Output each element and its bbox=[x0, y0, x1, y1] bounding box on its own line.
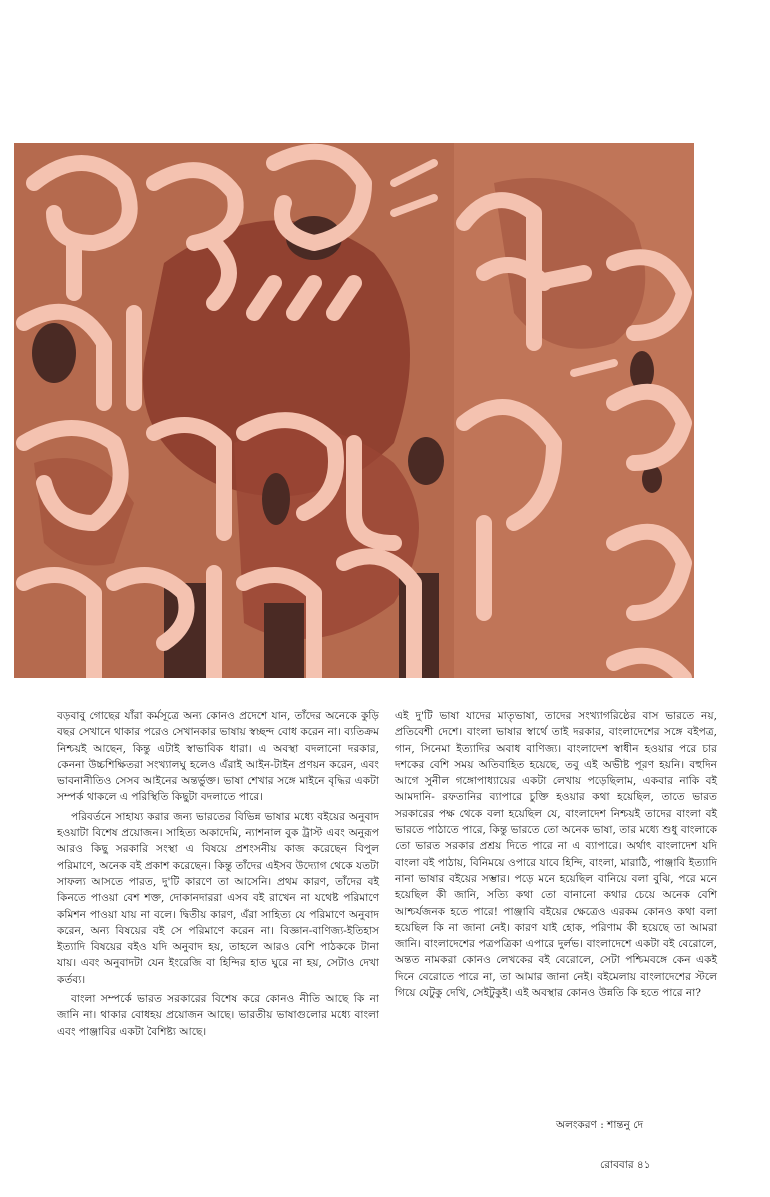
multilingual-script-artwork bbox=[14, 143, 694, 678]
cover-illustration bbox=[14, 143, 694, 678]
article-column-left bbox=[57, 708, 379, 1043]
article-column-right bbox=[395, 708, 717, 1004]
article-paragraph: এই দু'টি ভাষা যাদের মাতৃভাষা, তাদের সংখ্যাগরিষ্ঠের বাস ভারতে নয়, প্রতিবেশী দেশে। বাংলা ভাষার স্বার্থে তাই দরকার, বাংলাদেশের সঙ্গে বইপত্র, গান, সিনেমা ইত্যাদির অবাধ বাণিজ্য। বাংলাদেশ স্বাধীন হওয়ার পরে চার দশকের বেশি সময় অতিবাহিত হয়েছে, তবু এই অভীষ্ট পূরণ হয়নি। বহুদিন আগে সুনীল গঙ্গোপাধ্যায়ের একটা লেখায় পড়েছিলাম, একবার নাকি বই আমদানি- রফতানির ব্যাপারে চুক্তি হওয়ার কথা হয়েছিল, তাতে ভারত সরকারের পক্ষ থেকে বলা হয়েছিল যে, বাংলাদেশ নিশ্চয়ই তাদের বাংলা বই ভারতে পাঠাতে পারে, কিন্তু ভারতে তো অনেক ভাষা, তার মধ্যে শুধু বাংলাকে তো ভারত সরকার প্রশ্রয় দিতে পারে না এ ব্যাপারে। অর্থাৎ বাংলাদেশ যদি বাংলা বই পাঠায়, বিনিময়ে ওপারে যাবে হিন্দি, বাংলা, মারাঠি, পাঞ্জাবি ইত্যাদি নানা ভাষার বইয়ের সম্ভার। পড়ে মনে হয়েছিল বানিয়ে বলা বুঝি, পরে মনে হয়েছিল কী জানি, সত্যি কথা তো বানানো কথার চেয়ে অনেক বেশি আশ্চর্যজনক হতে পারে! পাঞ্জাবি বইয়ের ক্ষেত্রেও এরকম কোনও কথা বলা হয়েছিল কি না জানা নেই। কারণ যাই হোক, পরিণাম কী হয়েছে তা আমরা জানি। বাংলাদেশের পত্রপত্রিকা এপারে দুর্লভ। বাংলাদেশে একটা বই বেরোলে, অন্তত নামকরা কোনও লেখকের বই বেরোলে, সেটা পশ্চিমবঙ্গে কেন একই দিনে বেরোতে পারে না, তা আমার জানা নেই। বইমেলায় বাংলাদেশের স্টলে গিয়ে যেটুকু দেখি, সেইটুকুই। এই অবস্থার কোনও উন্নতি কি হতে পারে না? bbox=[395, 710, 717, 1000]
illustration-credit: অলংকরণ : শান্তনু দে bbox=[556, 1119, 643, 1131]
article-paragraph: বড়বাবু গোছের যাঁরা কর্মসূত্রে অন্য কোনও প্রদেশে যান, তাঁদের অনেকে কুড়ি বছর সেখানে থাকার পরেও সেখানকার ভাষায় স্বচ্ছন্দ বোধ করেন না। ব্যতিক্রম নিশ্চয়ই আছেন, কিন্তু এটাই স্বাভাবিক ধারা। এ অবস্থা বদলানো দরকার, কেননা উচ্চশিক্ষিতরা সংখ্যালঘু হলেও এঁরাই আইন-টাইন প্রণয়ন করেন, এবং ভাবনানীতিও সেসব আইনের অন্তর্ভুক্ত। ভাষা শেখার সঙ্গে মাইনে বৃদ্ধির একটা সম্পর্ক থাকলে এ পরিস্থিতি কিছুটা বদলাতে পারে। bbox=[57, 710, 379, 804]
article-paragraph: পরিবর্তনে সাহায্য করার জন্য ভারতের বিভিন্ন ভাষার মধ্যে বইয়ের অনুবাদ হওয়াটা বিশেষ প্রয়োজন। সাহিত্য অকাদেমি, ন্যাশনাল বুক ট্রাস্ট এবং অনুরূপ আরও কিছু সরকারি সংস্থা এ বিষয়ে প্রশংসনীয় কাজ করেছেন বিপুল পরিমাণে, অনেক বই প্রকাশ করেছেন। কিন্তু তাঁদের এইসব উদ্যোগ থেকে যতটা সাফল্য আসতে পারত, দু'টি কারণে তা আসেনি। প্রথম কারণ, তাঁদের বই কিনতে পাওয়া বেশ শক্ত, দোকানদাররা এসব বই রাখেন না যথেষ্ট পরিমাণে কমিশন পাওয়া যায় না বলে। দ্বিতীয় কারণ, এঁরা সাহিত্য যে পরিমাণে অনুবাদ করেন, অন্য বিষয়ের বই সে পরিমাণে করেন না। বিজ্ঞান-বাণিজ্য-ইতিহাস ইত্যাদি বিষয়ের বইও যদি অনুবাদ হয়, তাহলে আরও বেশি পাঠককে টানা যায়। এবং অনুবাদটা যেন ইংরেজি বা হিন্দির হাত ঘুরে না হয়, সেটাও দেখা কর্তব্য। bbox=[57, 810, 379, 986]
page-footer: রোববার ৪১ bbox=[600, 1159, 651, 1171]
article-paragraph: বাংলা সম্পর্কে ভারত সরকারের বিশেষ করে কোনও নীতি আছে কি না জানি না। থাকার বোধহয় প্রয়োজন আছে। ভারতীয় ভাষাগুলোর মধ্যে বাংলা এবং পাঞ্জাবির একটা বৈশিষ্ট্য আছে। bbox=[57, 993, 379, 1038]
